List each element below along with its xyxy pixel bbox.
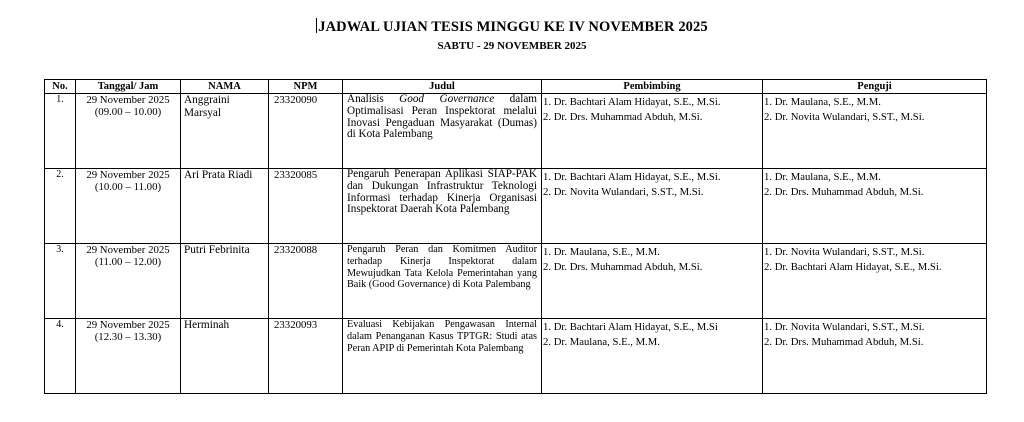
row-thesis-title-part: dalam Optimalisasi Peran Inspektorat melalui Inovasi Pengaduan Masyarakat (Dumas) di Kota Palembang xyxy=(347,93,537,141)
row-npm: 23320088 xyxy=(269,244,343,319)
row-examiners xyxy=(763,244,987,319)
row-thesis-title-part: Evaluasi Kebijakan Pengawasan Internal dalam Penanganan Kasus TPTGR: Studi atas Peran APIP di Pemerintah Kota Palembang xyxy=(347,319,537,354)
supervisor-2: 2. Dr. Drs. Muhammad Abduh, M.Si. xyxy=(543,261,703,273)
row-thesis-title-part: Pengaruh Penerapan Aplikasi SIAP-PAK dan Dukungan Infrastruktur Teknologi Informasi terhadap Kinerja Organisasi Inspektorat Daerah Kota Palembang xyxy=(347,168,537,216)
row-date: 29 November 2025 xyxy=(86,94,170,106)
row-supervisors xyxy=(542,94,763,169)
table-row xyxy=(45,169,987,244)
supervisor-2: 2. Dr. Drs. Muhammad Abduh, M.Si. xyxy=(543,111,703,123)
row-date-time xyxy=(76,319,181,394)
row-thesis-title xyxy=(343,319,542,394)
examiner-1: 1. Dr. Novita Wulandari, S.ST., M.Si. xyxy=(764,321,925,333)
row-date-time xyxy=(76,169,181,244)
table-row xyxy=(45,94,987,169)
document-title-text: JADWAL UJIAN TESIS MINGGU KE IV NOVEMBER 2025 xyxy=(318,19,708,35)
row-student-name: Herminah xyxy=(181,319,269,394)
row-number: 4. xyxy=(45,319,76,394)
examiner-1: 1. Dr. Maulana, S.E., M.M. xyxy=(764,171,881,183)
table-header-row xyxy=(45,80,987,94)
supervisor-1: 1. Dr. Bachtari Alam Hidayat, S.E., M.Si. xyxy=(543,96,721,108)
column-header-name: NAMA xyxy=(181,80,269,94)
row-thesis-title xyxy=(343,169,542,244)
row-thesis-title xyxy=(343,94,542,169)
examiner-1: 1. Dr. Novita Wulandari, S.ST., M.Si. xyxy=(764,246,925,258)
examiner-2: 2. Dr. Drs. Muhammad Abduh, M.Si. xyxy=(764,186,924,198)
examiner-1: 1. Dr. Maulana, S.E., M.M. xyxy=(764,96,881,108)
row-student-name: Ari Prata Riadi xyxy=(181,169,269,244)
row-supervisors xyxy=(542,244,763,319)
document-subtitle: SABTU - 29 NOVEMBER 2025 xyxy=(437,40,587,52)
column-header-npm: NPM xyxy=(269,80,343,94)
schedule-table xyxy=(44,79,987,394)
row-examiners xyxy=(763,319,987,394)
row-number: 3. xyxy=(45,244,76,319)
row-date: 29 November 2025 xyxy=(86,169,170,181)
row-supervisors xyxy=(542,169,763,244)
row-date: 29 November 2025 xyxy=(86,319,170,331)
row-date-time xyxy=(76,94,181,169)
table-row xyxy=(45,244,987,319)
row-time: (12.30 – 13.30) xyxy=(94,331,162,343)
examiner-2: 2. Dr. Bachtari Alam Hidayat, S.E., M.Si. xyxy=(764,261,942,273)
row-npm: 23320093 xyxy=(269,319,343,394)
row-thesis-title-part: Pengaruh Peran dan Komitmen Auditor terhadap Kinerja Inspektorat dalam Mewujudkan Tata Kelola Pemerintahan yang Baik (Good Governance) di Kota Palembang xyxy=(347,244,537,291)
examiner-2: 2. Dr. Drs. Muhammad Abduh, M.Si. xyxy=(764,336,924,348)
row-thesis-title-part: Analisis xyxy=(347,93,400,105)
column-header-date: Tanggal/ Jam xyxy=(76,80,181,94)
row-date: 29 November 2025 xyxy=(86,244,170,256)
row-examiners xyxy=(763,169,987,244)
row-thesis-title xyxy=(343,244,542,319)
supervisor-1: 1. Dr. Bachtari Alam Hidayat, S.E., M.Si xyxy=(543,321,718,333)
row-thesis-title-italic: Good Governance xyxy=(399,93,495,105)
row-number: 2. xyxy=(45,169,76,244)
row-time: (10.00 – 11.00) xyxy=(94,181,162,193)
supervisor-1: 1. Dr. Maulana, S.E., M.M. xyxy=(543,246,660,258)
column-header-no: No. xyxy=(45,80,76,94)
supervisor-1: 1. Dr. Bachtari Alam Hidayat, S.E., M.Si. xyxy=(543,171,721,183)
row-date-time xyxy=(76,244,181,319)
supervisor-2: 2. Dr. Maulana, S.E., M.M. xyxy=(543,336,660,348)
examiner-2: 2. Dr. Novita Wulandari, S.ST., M.Si. xyxy=(764,111,925,123)
column-header-supervisor: Pembimbing xyxy=(542,80,763,94)
row-number: 1. xyxy=(45,94,76,169)
supervisor-2: 2. Dr. Novita Wulandari, S.ST., M.Si. xyxy=(543,186,704,198)
row-student-name: Anggraini Marsyal xyxy=(181,94,269,169)
row-time: (09.00 – 10.00) xyxy=(94,106,162,118)
column-header-examiner: Penguji xyxy=(763,80,987,94)
row-supervisors xyxy=(542,319,763,394)
row-npm: 23320090 xyxy=(269,94,343,169)
row-time: (11.00 – 12.00) xyxy=(94,256,162,268)
document-title xyxy=(0,18,1024,36)
row-npm: 23320085 xyxy=(269,169,343,244)
column-header-title: Judul xyxy=(343,80,542,94)
row-examiners xyxy=(763,94,987,169)
row-student-name: Putri Febrinita xyxy=(181,244,269,319)
table-row xyxy=(45,319,987,394)
